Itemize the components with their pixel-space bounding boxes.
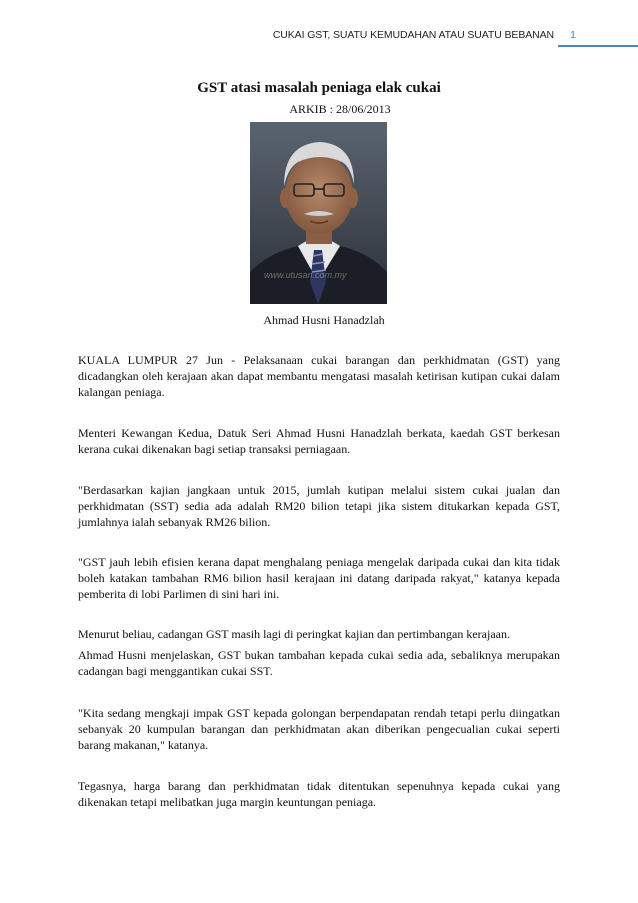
paragraph-7: "Kita sedang mengkaji impak GST kepada golongan berpendapatan rendah tetapi perlu diingatkan sebanyak 20 kumpulan barangan dan perkhidmatan akan diberikan pengecualian cukai seperti barang makanan," katanya. <box>78 706 560 752</box>
paragraph-3: "Berdasarkan kajian jangkaan untuk 2015, jumlah kutipan melalui sistem cukai jualan dan perkhidmatan (SST) sedia ada adalah RM20 bilion tetapi jika sistem ditukarkan kepada GST, jumlahnya ialah sebanyak RM26 bilion. <box>78 483 560 529</box>
header-title: CUKAI GST, SUATU KEMUDAHAN ATAU SUATU BEBANAN <box>272 29 554 41</box>
photo-caption: Ahmad Husni Hanadzlah <box>263 313 385 327</box>
portrait-photo <box>250 122 387 304</box>
article-title: GST atasi masalah peniaga elak cukai <box>197 80 441 96</box>
paragraph-4: "GST jauh lebih efisien kerana dapat menghalang peniaga mengelak daripada cukai dan kita tidak boleh katakan tambahan RM6 bilion hasil kerajaan ini datang daripada rakyat," katanya kepada pemberita di lobi Parlimen di sini hari ini. <box>78 555 560 601</box>
paragraph-8: Tegasnya, harga barang dan perkhidmatan tidak ditentukan sepenuhnya kepada cukai yang dikenakan tetapi melibatkan juga margin keuntungan peniaga. <box>78 779 560 809</box>
photo-watermark: www.utusan.com.my <box>264 270 347 280</box>
article-date: ARKIB : 28/06/2013 <box>289 102 391 116</box>
paragraph-6: Ahmad Husni menjelaskan, GST bukan tambahan kepada cukai sedia ada, sebaliknya merupakan cadangan bagi menggantikan cukai SST. <box>78 648 560 678</box>
paragraph-1: KUALA LUMPUR 27 Jun - Pelaksanaan cukai barangan dan perkhidmatan (GST) yang dicadangkan oleh kerajaan akan dapat membantu mengatasi masalah ketirisan kutipan cukai dalam kalangan peniaga. <box>78 353 560 399</box>
paragraph-5: Menurut beliau, cadangan GST masih lagi di peringkat kajian dan pertimbangan kerajaan. <box>78 627 510 641</box>
paragraph-2: Menteri Kewangan Kedua, Datuk Seri Ahmad Husni Hanadzlah berkata, kaedah GST berkesan kerana cukai dikenakan bagi setiap transaksi perniagaan. <box>78 426 560 456</box>
page-number: 1 <box>570 29 576 41</box>
header-accent-rule <box>558 45 638 47</box>
page-header <box>0 28 638 46</box>
